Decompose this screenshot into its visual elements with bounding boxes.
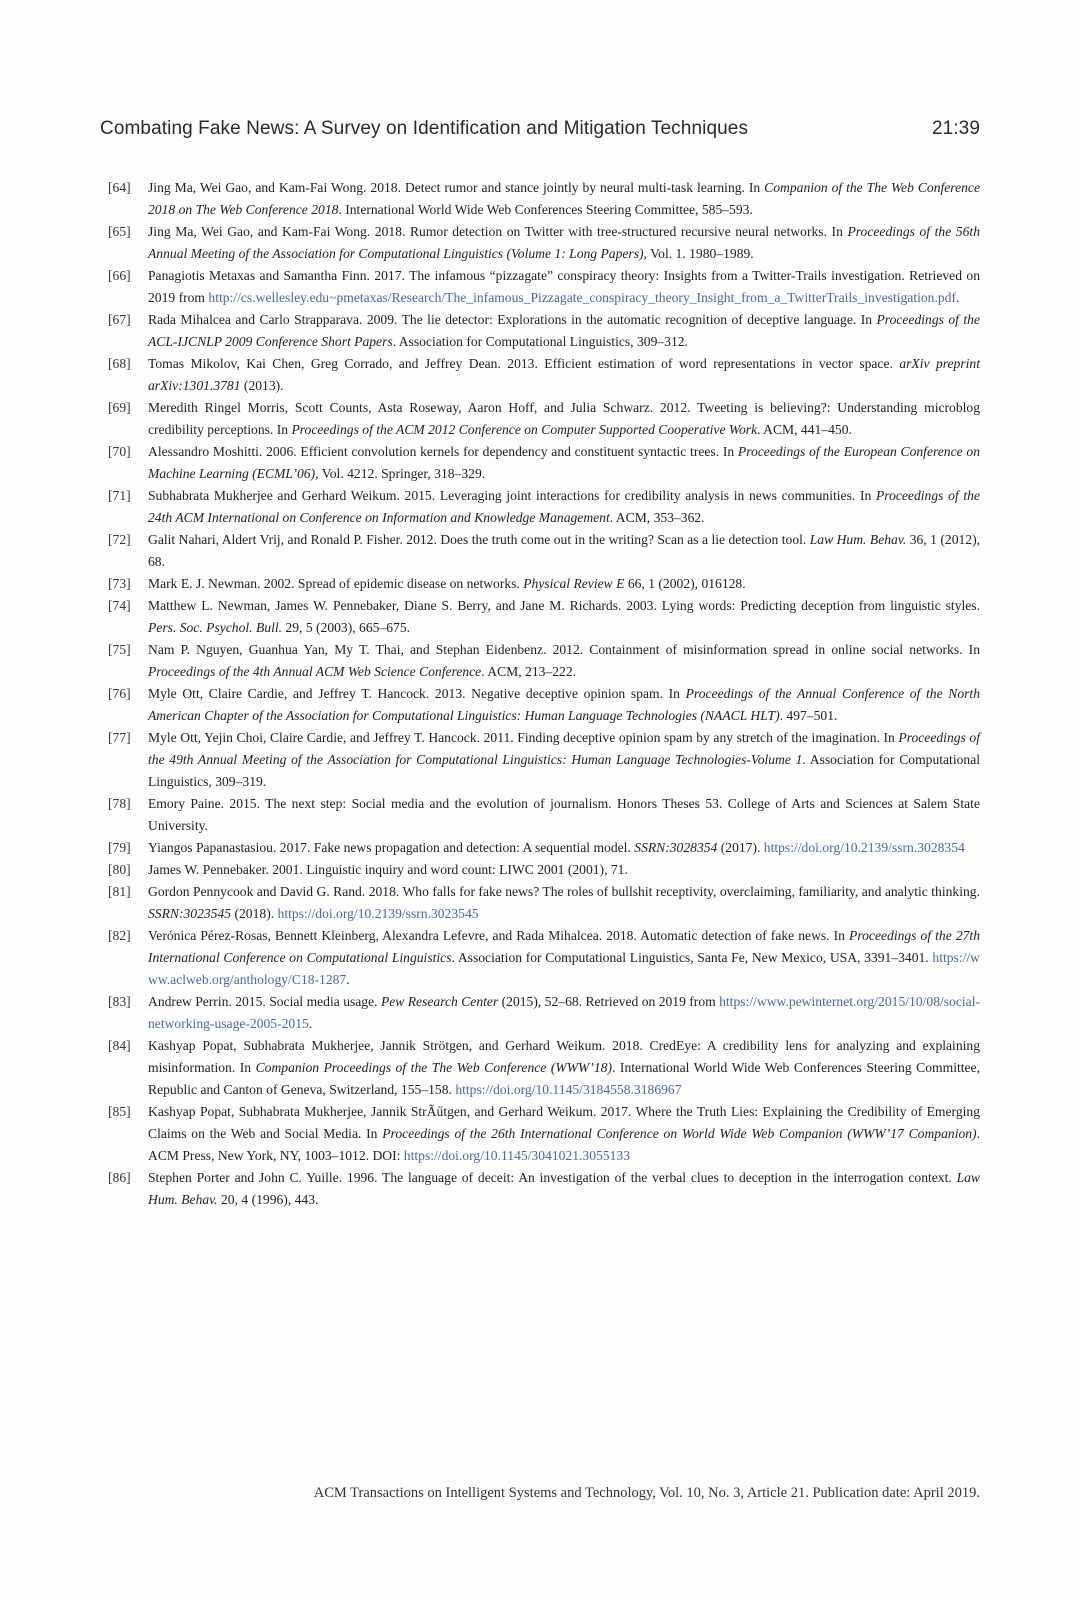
reference-entry [108,859,980,881]
reference-number: [74] [108,598,131,613]
reference-venue: Proceedings of the Annual Conference of the North American Chapter of the Association for Computational Linguistics: Human Language Technologies (NAACL HLT) [148,686,981,723]
reference-venue: Proceedings of the 26th International Conference on World Wide Web Companion (WWW’17 Companion) [382,1126,977,1141]
reference-number: [78] [108,796,131,811]
reference-number: [73] [108,576,131,591]
reference-segment: Myle Ott, Yejin Choi, Claire Cardie, and Jeffrey T. Hancock. 2011. Finding deceptive opinion spam by any stretch of the imagination. In [148,730,899,745]
reference-entry [108,925,980,991]
reference-segment: Kashyap Popat, Subhabrata Mukherjee, Jannik Strötgen, and Gerhard Weikum. 2018. CredEye: A credibility lens for analyzing and explaining misinformation. In [148,1038,980,1075]
reference-entry [108,639,980,683]
reference-text [148,397,980,441]
reference-segment: 29, 5 (2003), 665–675. [282,620,411,635]
reference-number: [81] [108,884,131,899]
reference-venue: Law Hum. Behav. [809,532,907,547]
reference-segment: Jing Ma, Wei Gao, and Kam-Fai Wong. 2018. Detect rumor and stance jointly by neural multi-task learning. In [148,180,765,195]
reference-entry [108,529,980,573]
reference-number: [67] [108,312,131,327]
reference-venue: arXiv preprint arXiv:1301.3781 [148,356,980,393]
reference-venue: Proceedings of the 24th ACM International on Conference on Information and Knowledge Management [148,488,980,525]
reference-entry [108,1167,980,1211]
reference-segment: . Association for Computational Linguistics, Santa Fe, New Mexico, USA, 3391–3401. [451,950,933,965]
reference-text [148,595,980,639]
reference-segment: Gordon Pennycook and David G. Rand. 2018. Who falls for fake news? The roles of bullshit receptivity, overclaiming, familiarity, and analytic thinking. [148,884,980,899]
reference-entry [108,177,980,221]
reference-segment: (2017). [717,840,764,855]
reference-segment: 66, 1 (2002), 016128. [624,576,746,591]
reference-number: [68] [108,356,131,371]
reference-segment: . Association for Computational Linguistics, 309–312. [392,334,688,349]
reference-segment: . [956,290,960,305]
reference-entry [108,1035,980,1101]
reference-venue: Proceedings of the European Conference on Machine Learning (ECML’06) [148,444,980,481]
reference-entry [108,837,980,859]
reference-number: [79] [108,840,131,855]
reference-venue: Companion of the The Web Conference 2018 on The Web Conference 2018 [148,180,980,217]
reference-venue: Proceedings of the 49th Annual Meeting of the Association for Computational Linguistics: Human Language Technologies-Volume 1 [148,730,980,767]
reference-text [148,793,980,837]
reference-number: [86] [108,1170,131,1185]
reference-link[interactable]: https://doi.org/10.1145/3184558.3186967 [455,1082,682,1097]
reference-number: [64] [108,180,131,195]
reference-segment: . 497–501. [779,708,838,723]
reference-number: [80] [108,862,131,877]
reference-segment: Emory Paine. 2015. The next step: Social media and the evolution of journalism. Honors Theses 53. College of Arts and Sciences at Salem State University. [148,796,980,833]
reference-entry [108,353,980,397]
reference-number: [82] [108,928,131,943]
reference-segment: . ACM, 353–362. [609,510,705,525]
reference-text [148,727,980,793]
reference-entry [108,793,980,837]
reference-text [148,265,980,309]
reference-segment: James W. Pennebaker. 2001. Linguistic inquiry and word count: LIWC 2001 (2001), 71. [148,862,628,877]
reference-text [148,859,980,881]
reference-venue: Physical Review E [523,576,625,591]
reference-number: [83] [108,994,131,1009]
reference-venue: Proceedings of the 56th Annual Meeting of the Association for Computational Linguistics (Volume 1: Long Papers) [148,224,980,261]
reference-link[interactable]: https://doi.org/10.1145/3041021.3055133 [403,1148,630,1163]
reference-number: [72] [108,532,131,547]
reference-segment: Rada Mihalcea and Carlo Strapparava. 2009. The lie detector: Explorations in the automatic recognition of deceptive language. In [148,312,877,327]
reference-segment: . ACM, 213–222. [481,664,577,679]
reference-segment: Kashyap Popat, Subhabrata Mukherjee, Jannik StrÃűtgen, and Gerhard Weikum. 2017. Where the Truth Lies: Explaining the Credibility of Emerging Claims on the Web and Social Media. In [148,1104,980,1141]
reference-number: [84] [108,1038,131,1053]
reference-text [148,441,980,485]
reference-venue: Proceedings of the ACM 2012 Conference on Computer Supported Cooperative Work [291,422,758,437]
reference-text [148,1035,980,1101]
reference-segment: Andrew Perrin. 2015. Social media usage. [148,994,381,1009]
reference-venue: SSRN:3023545 [148,906,232,921]
reference-text [148,485,980,529]
reference-text [148,529,980,573]
reference-number: [85] [108,1104,131,1119]
reference-entry [108,595,980,639]
reference-segment: . International World Wide Web Conferences Steering Committee, Republic and Canton of Geneva, Switzerland, 155–158. [148,1060,980,1097]
reference-segment: Tomas Mikolov, Kai Chen, Greg Corrado, and Jeffrey Dean. 2013. Efficient estimation of word representations in vector space. [148,356,900,371]
reference-segment: . [346,972,350,987]
reference-link[interactable]: https://www.pewinternet.org/2015/10/08/social-networking-usage-2005-2015 [148,994,980,1031]
reference-number: [69] [108,400,131,415]
reference-number: [76] [108,686,131,701]
reference-number: [66] [108,268,131,283]
reference-entry [108,683,980,727]
reference-link[interactable]: https://www.aclweb.org/anthology/C18-1287 [148,950,980,987]
running-header [100,118,980,140]
reference-entry [108,441,980,485]
reference-number: [70] [108,444,131,459]
reference-number: [75] [108,642,131,657]
reference-venue: Pew Research Center [380,994,499,1009]
journal-footer: ACM Transactions on Intelligent Systems and Technology, Vol. 10, No. 3, Article 21. Publication date: April 2019. [313,1485,980,1501]
reference-segment: . ACM Press, New York, NY, 1003–1012. DOI: [148,1126,980,1163]
reference-entry [108,485,980,529]
reference-segment: Myle Ott, Claire Cardie, and Jeffrey T. Hancock. 2013. Negative deceptive opinion spam. In [148,686,686,701]
page-number: 21:39 [931,118,980,139]
reference-venue: Pers. Soc. Psychol. Bull. [148,620,283,635]
reference-segment: Subhabrata Mukherjee and Gerhard Weikum. 2015. Leveraging joint interactions for credibility analysis in news communities. In [148,488,876,503]
reference-segment: , Vol. 1. 1980–1989. [643,246,754,261]
reference-text [148,353,980,397]
reference-list [108,177,980,1211]
reference-venue: Proceedings of the 4th Annual ACM Web Science Conference [148,664,482,679]
reference-text [148,837,980,859]
reference-segment: Alessandro Moshitti. 2006. Efficient convolution kernels for dependency and constituent syntactic trees. In [148,444,738,459]
reference-text [148,177,980,221]
reference-entry [108,1101,980,1167]
reference-segment: Nam P. Nguyen, Guanhua Yan, My T. Thai, and Stephan Eidenbenz. 2012. Containment of misinformation spread in online social networks. In [148,642,980,657]
reference-number: [77] [108,730,131,745]
header-title: Combating Fake News: A Survey on Identification and Mitigation Techniques [100,118,749,139]
reference-segment: Meredith Ringel Morris, Scott Counts, Asta Roseway, Aaron Hoff, and Julia Schwarz. 2012. Tweeting is believing?: Understanding microblog credibility perceptions. In [148,400,980,437]
reference-entry [108,573,980,595]
reference-entry [108,881,980,925]
reference-text [148,573,980,595]
reference-text [148,1167,980,1211]
reference-segment: 36, 1 (2012), 68. [148,532,981,569]
reference-segment: . International World Wide Web Conferences Steering Committee, 585–593. [338,202,753,217]
reference-entry [108,221,980,265]
reference-text [148,309,980,353]
reference-segment: Mark E. J. Newman. 2002. Spread of epidemic disease on networks. [148,576,524,591]
reference-segment: Panagiotis Metaxas and Samantha Finn. 2017. The infamous “pizzagate” conspiracy theory: Insights from a Twitter-Trails investigation. Retrieved on 2019 from [148,268,980,305]
reference-segment: . Association for Computational Linguistics, 309–319. [148,752,981,789]
reference-text [148,991,980,1035]
reference-segment: Stephen Porter and John C. Yuille. 1996. The language of deceit: An investigation of the verbal clues to deception in the interrogation context. [148,1170,957,1185]
reference-segment: , Vol. 4212. Springer, 318–329. [315,466,486,481]
reference-text [148,221,980,265]
reference-segment: 20, 4 (1996), 443. [217,1192,319,1207]
reference-entry [108,309,980,353]
reference-segment: Jing Ma, Wei Gao, and Kam-Fai Wong. 2018. Rumor detection on Twitter with tree-structured recursive neural networks. In [148,224,848,239]
reference-segment: . [308,1016,313,1031]
reference-venue: Proceedings of the 27th International Conference on Computational Linguistics [148,928,980,965]
reference-segment: (2015), 52–68. Retrieved on 2019 from [498,994,720,1009]
reference-segment: Yiangos Papanastasiou. 2017. Fake news propagation and detection: A sequential model. [148,840,635,855]
reference-venue: Law Hum. Behav. [148,1170,980,1207]
reference-text [148,1101,980,1167]
reference-venue: SSRN:3028354 [634,840,718,855]
reference-link[interactable]: http://cs.wellesley.edu~pmetaxas/Research/The_infamous_Pizzagate_conspiracy_theory_Insight_from_a_TwitterTrails_investigation.pdf [208,290,956,305]
reference-entry [108,265,980,309]
reference-entry [108,991,980,1035]
reference-text [148,925,980,991]
reference-link[interactable]: https://doi.org/10.2139/ssrn.3028354 [763,840,965,855]
reference-segment: Galit Nahari, Aldert Vrij, and Ronald P. Fisher. 2012. Does the truth come out in the writing? Scan as a lie detection tool. [148,532,810,547]
reference-entry [108,727,980,793]
reference-text [148,881,980,925]
reference-text [148,639,980,683]
reference-segment: Verónica Pérez-Rosas, Bennett Kleinberg, Alexandra Lefevre, and Rada Mihalcea. 2018. Automatic detection of fake news. In [148,928,850,943]
reference-link[interactable]: https://doi.org/10.2139/ssrn.3023545 [277,906,479,921]
reference-segment: Matthew L. Newman, James W. Pennebaker, Diane S. Berry, and Jane M. Richards. 2003. Lying words: Predicting deception from linguistic styles. [148,598,980,613]
reference-segment: (2018). [231,906,278,921]
reference-entry [108,397,980,441]
reference-number: [65] [108,224,131,239]
reference-number: [71] [108,488,131,503]
reference-segment: (2013). [240,378,284,393]
reference-venue: Proceedings of the ACL-IJCNLP 2009 Conference Short Papers [148,312,980,349]
reference-segment: . ACM, 441–450. [757,422,852,437]
reference-text [148,683,980,727]
reference-venue: Companion Proceedings of the The Web Conference (WWW’18) [255,1060,612,1075]
